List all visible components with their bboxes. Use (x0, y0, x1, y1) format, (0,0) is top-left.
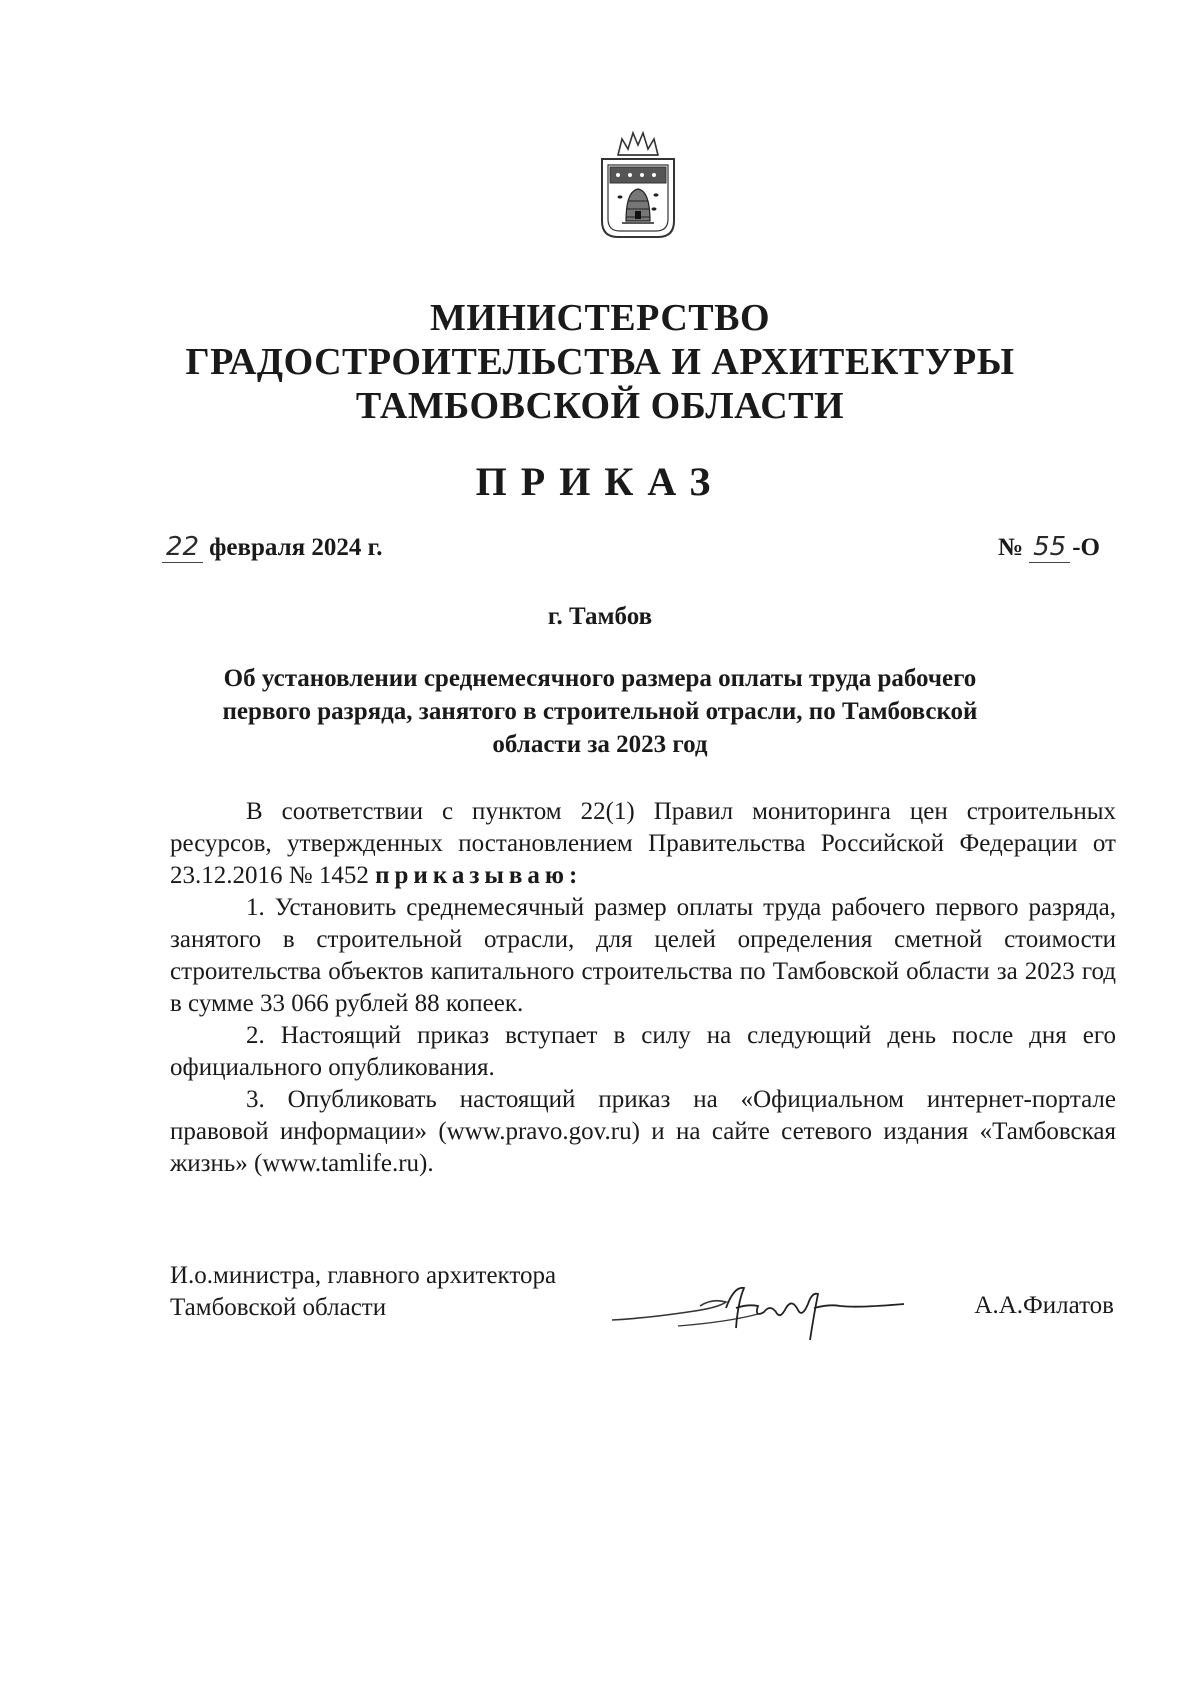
document-title: Об установлении среднемесячного размера оплаты труда рабочего первого разряда, занятого в строительной отрасли, по Тамбовской области за 2023 год (222, 665, 978, 758)
document-number (998, 532, 1100, 563)
ministry-name-line-1: МИНИСТЕРСТВО (429, 297, 771, 339)
document-date (162, 532, 382, 563)
signer-name: А.А.Филатов (974, 1292, 1114, 1319)
intro-paragraph (170, 796, 1116, 892)
order-item-3: 3. Опубликовать настоящий приказ на «Официальном интернет-портале правовой информации» (www.pravo.gov.ru) и на сайте сетевого издания «Тамбовская жизнь» (www.tamlife.ru). (170, 1086, 1116, 1177)
ministry-name-line-2: ГРАДОСТРОИТЕЛЬСТВА И АРХИТЕКТУРЫ (185, 341, 1015, 383)
handwritten-number: 55 (1029, 532, 1070, 563)
ministry-name-line-3: ТАМБОВСКОЙ ОБЛАСТИ (355, 385, 845, 427)
number-suffix: -О (1072, 534, 1100, 561)
date-month-year: февраля 2024 г. (209, 534, 383, 561)
coat-of-arms-emblem (596, 125, 680, 245)
signer-position-line-1: И.о.министра, главного архитектора (170, 1262, 557, 1289)
handwritten-day: 22 (162, 532, 203, 563)
document-body (170, 796, 1116, 1180)
order-item-2: 2. Настоящий приказ вступает в силу на следующий день после дня его официального опубликования. (170, 1022, 1116, 1081)
handwritten-signature (608, 1268, 908, 1348)
order-item-1: 1. Установить среднемесячный размер оплаты труда рабочего первого разряда, занятого в строительной отрасли, для целей определения сметной стоимости строительства объектов капитального строительства по Тамбовской области за 2023 год в сумме 33 066 рублей 88 копеек. (170, 894, 1116, 1017)
intro-text: В соответствии с пунктом 22(1) Правил мониторинга цен строительных ресурсов, утвержденных постановлением Правительства Российской Федерации от 23.12.2016 № 1452 (170, 798, 1116, 889)
order-keyword: приказываю: (375, 862, 583, 889)
number-sign: № (998, 534, 1024, 561)
document-city: г. Тамбов (547, 603, 653, 630)
signer-position (170, 1260, 556, 1324)
document-type-heading: ПРИКАЗ (475, 459, 725, 504)
signer-position-line-2: Тамбовской области (170, 1294, 387, 1321)
